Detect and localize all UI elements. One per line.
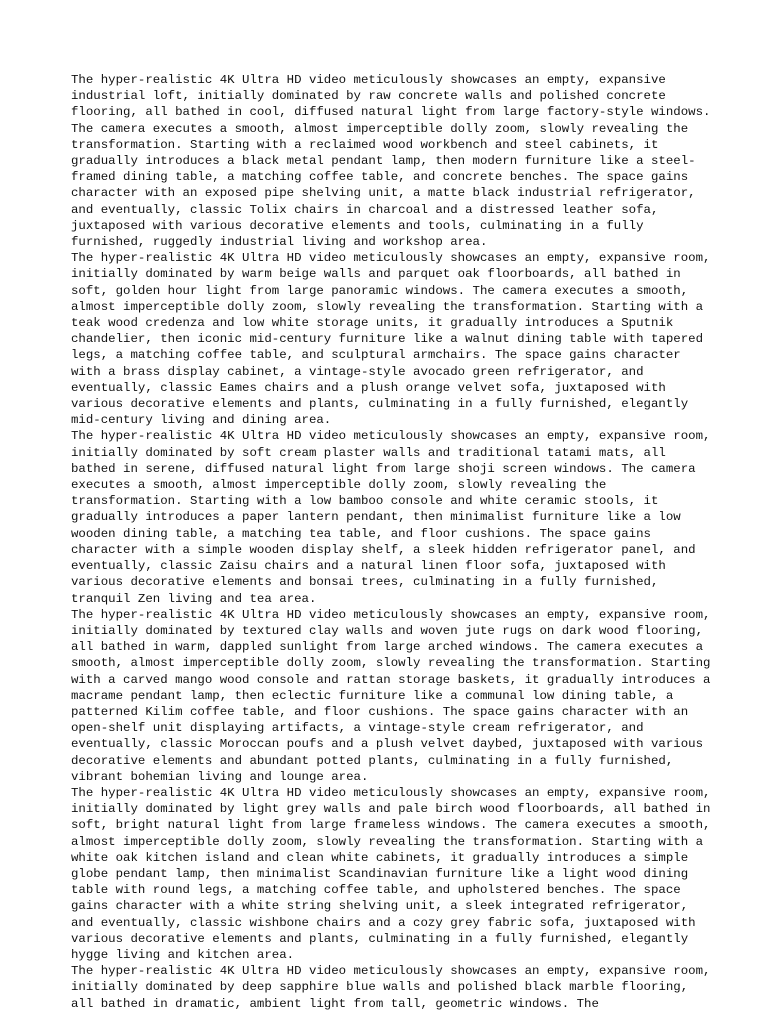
- paragraph-scandinavian: The hyper-realistic 4K Ultra HD video meticulously showcases an empty, expansive room, initially dominated by light grey walls and pale birch wood floorboards, all bathed in soft, bright natural light from large frameless windows. The camera executes a smooth, almost imperceptible dolly zoom, slowly revealing the transformation. Starting with a white oak kitchen island and clean white cabinets, it gradually introduces a simple globe pendant lamp, then minimalist Scandinavian furniture like a light wood dining table with round legs, a matching coffee table, and upholstered benches. The space gains character with a white string shelving unit, a sleek integrated refrigerator, and eventually, classic wishbone chairs and a cozy grey fabric sofa, juxtaposed with various decorative elements and plants, culminating in a fully furnished, elegantly hygge living and kitchen area.: [71, 785, 711, 962]
- paragraph-mid-century: The hyper-realistic 4K Ultra HD video meticulously showcases an empty, expansive room, initially dominated by warm beige walls and parquet oak floorboards, all bathed in soft, golden hour light from large panoramic windows. The camera executes a smooth, almost imperceptible dolly zoom, slowly revealing the transformation. Starting with a teak wood credenza and low white storage units, it gradually introduces a Sputnik chandelier, then iconic mid-century furniture like a walnut dining table with tapered legs, a matching coffee table, and sculptural armchairs. The space gains character with a brass display cabinet, a vintage-style avocado green refrigerator, and eventually, classic Eames chairs and a plush orange velvet sofa, juxtaposed with various decorative elements and plants, culminating in a fully furnished, elegantly mid-century living and dining area.: [71, 251, 711, 428]
- body-text: [71, 72, 711, 1012]
- paragraph-bohemian: The hyper-realistic 4K Ultra HD video meticulously showcases an empty, expansive room, initially dominated by textured clay walls and woven jute rugs on dark wood flooring, all bathed in warm, dappled sunlight from large arched windows. The camera executes a smooth, almost imperceptible dolly zoom, slowly revealing the transformation. Starting with a carved mango wood console and rattan storage baskets, it gradually introduces a macrame pendant lamp, then eclectic furniture like a communal low dining table, a patterned Kilim coffee table, and floor cushions. The space gains character with an open-shelf unit displaying artifacts, a vintage-style cream refrigerator, and eventually, classic Moroccan poufs and a plush velvet daybed, juxtaposed with various decorative elements and abundant potted plants, culminating in a fully furnished, vibrant bohemian living and lounge area.: [71, 607, 711, 784]
- paragraph-industrial-loft: The hyper-realistic 4K Ultra HD video meticulously showcases an empty, expansive industrial loft, initially dominated by raw concrete walls and polished concrete flooring, all bathed in cool, diffused natural light from large factory-style windows. The camera executes a smooth, almost imperceptible dolly zoom, slowly revealing the transformation. Starting with a reclaimed wood workbench and steel cabinets, it gradually introduces a black metal pendant lamp, then modern furniture like a steel-framed dining table, a matching coffee table, and concrete benches. The space gains character with an exposed pipe shelving unit, a matte black industrial refrigerator, and eventually, classic Tolix chairs in charcoal and a distressed leather sofa, juxtaposed with various decorative elements and tools, culminating in a fully furnished, ruggedly industrial living and workshop area.: [71, 73, 711, 250]
- paragraph-zen: The hyper-realistic 4K Ultra HD video meticulously showcases an empty, expansive room, initially dominated by soft cream plaster walls and traditional tatami mats, all bathed in serene, diffused natural light from large shoji screen windows. The camera executes a smooth, almost imperceptible dolly zoom, slowly revealing the transformation. Starting with a low bamboo console and white ceramic stools, it gradually introduces a paper lantern pendant, then minimalist furniture like a low wooden dining table, a matching tea table, and floor cushions. The space gains character with a simple wooden display shelf, a sleek hidden refrigerator panel, and eventually, classic Zaisu chairs and a natural linen floor sofa, juxtaposed with various decorative elements and bonsai trees, culminating in a fully furnished, tranquil Zen living and tea area.: [71, 429, 711, 606]
- paragraph-sapphire: The hyper-realistic 4K Ultra HD video meticulously showcases an empty, expansive room, initially dominated by deep sapphire blue walls and polished black marble flooring, all bathed in dramatic, ambient light from tall, geometric windows. The: [71, 964, 711, 1011]
